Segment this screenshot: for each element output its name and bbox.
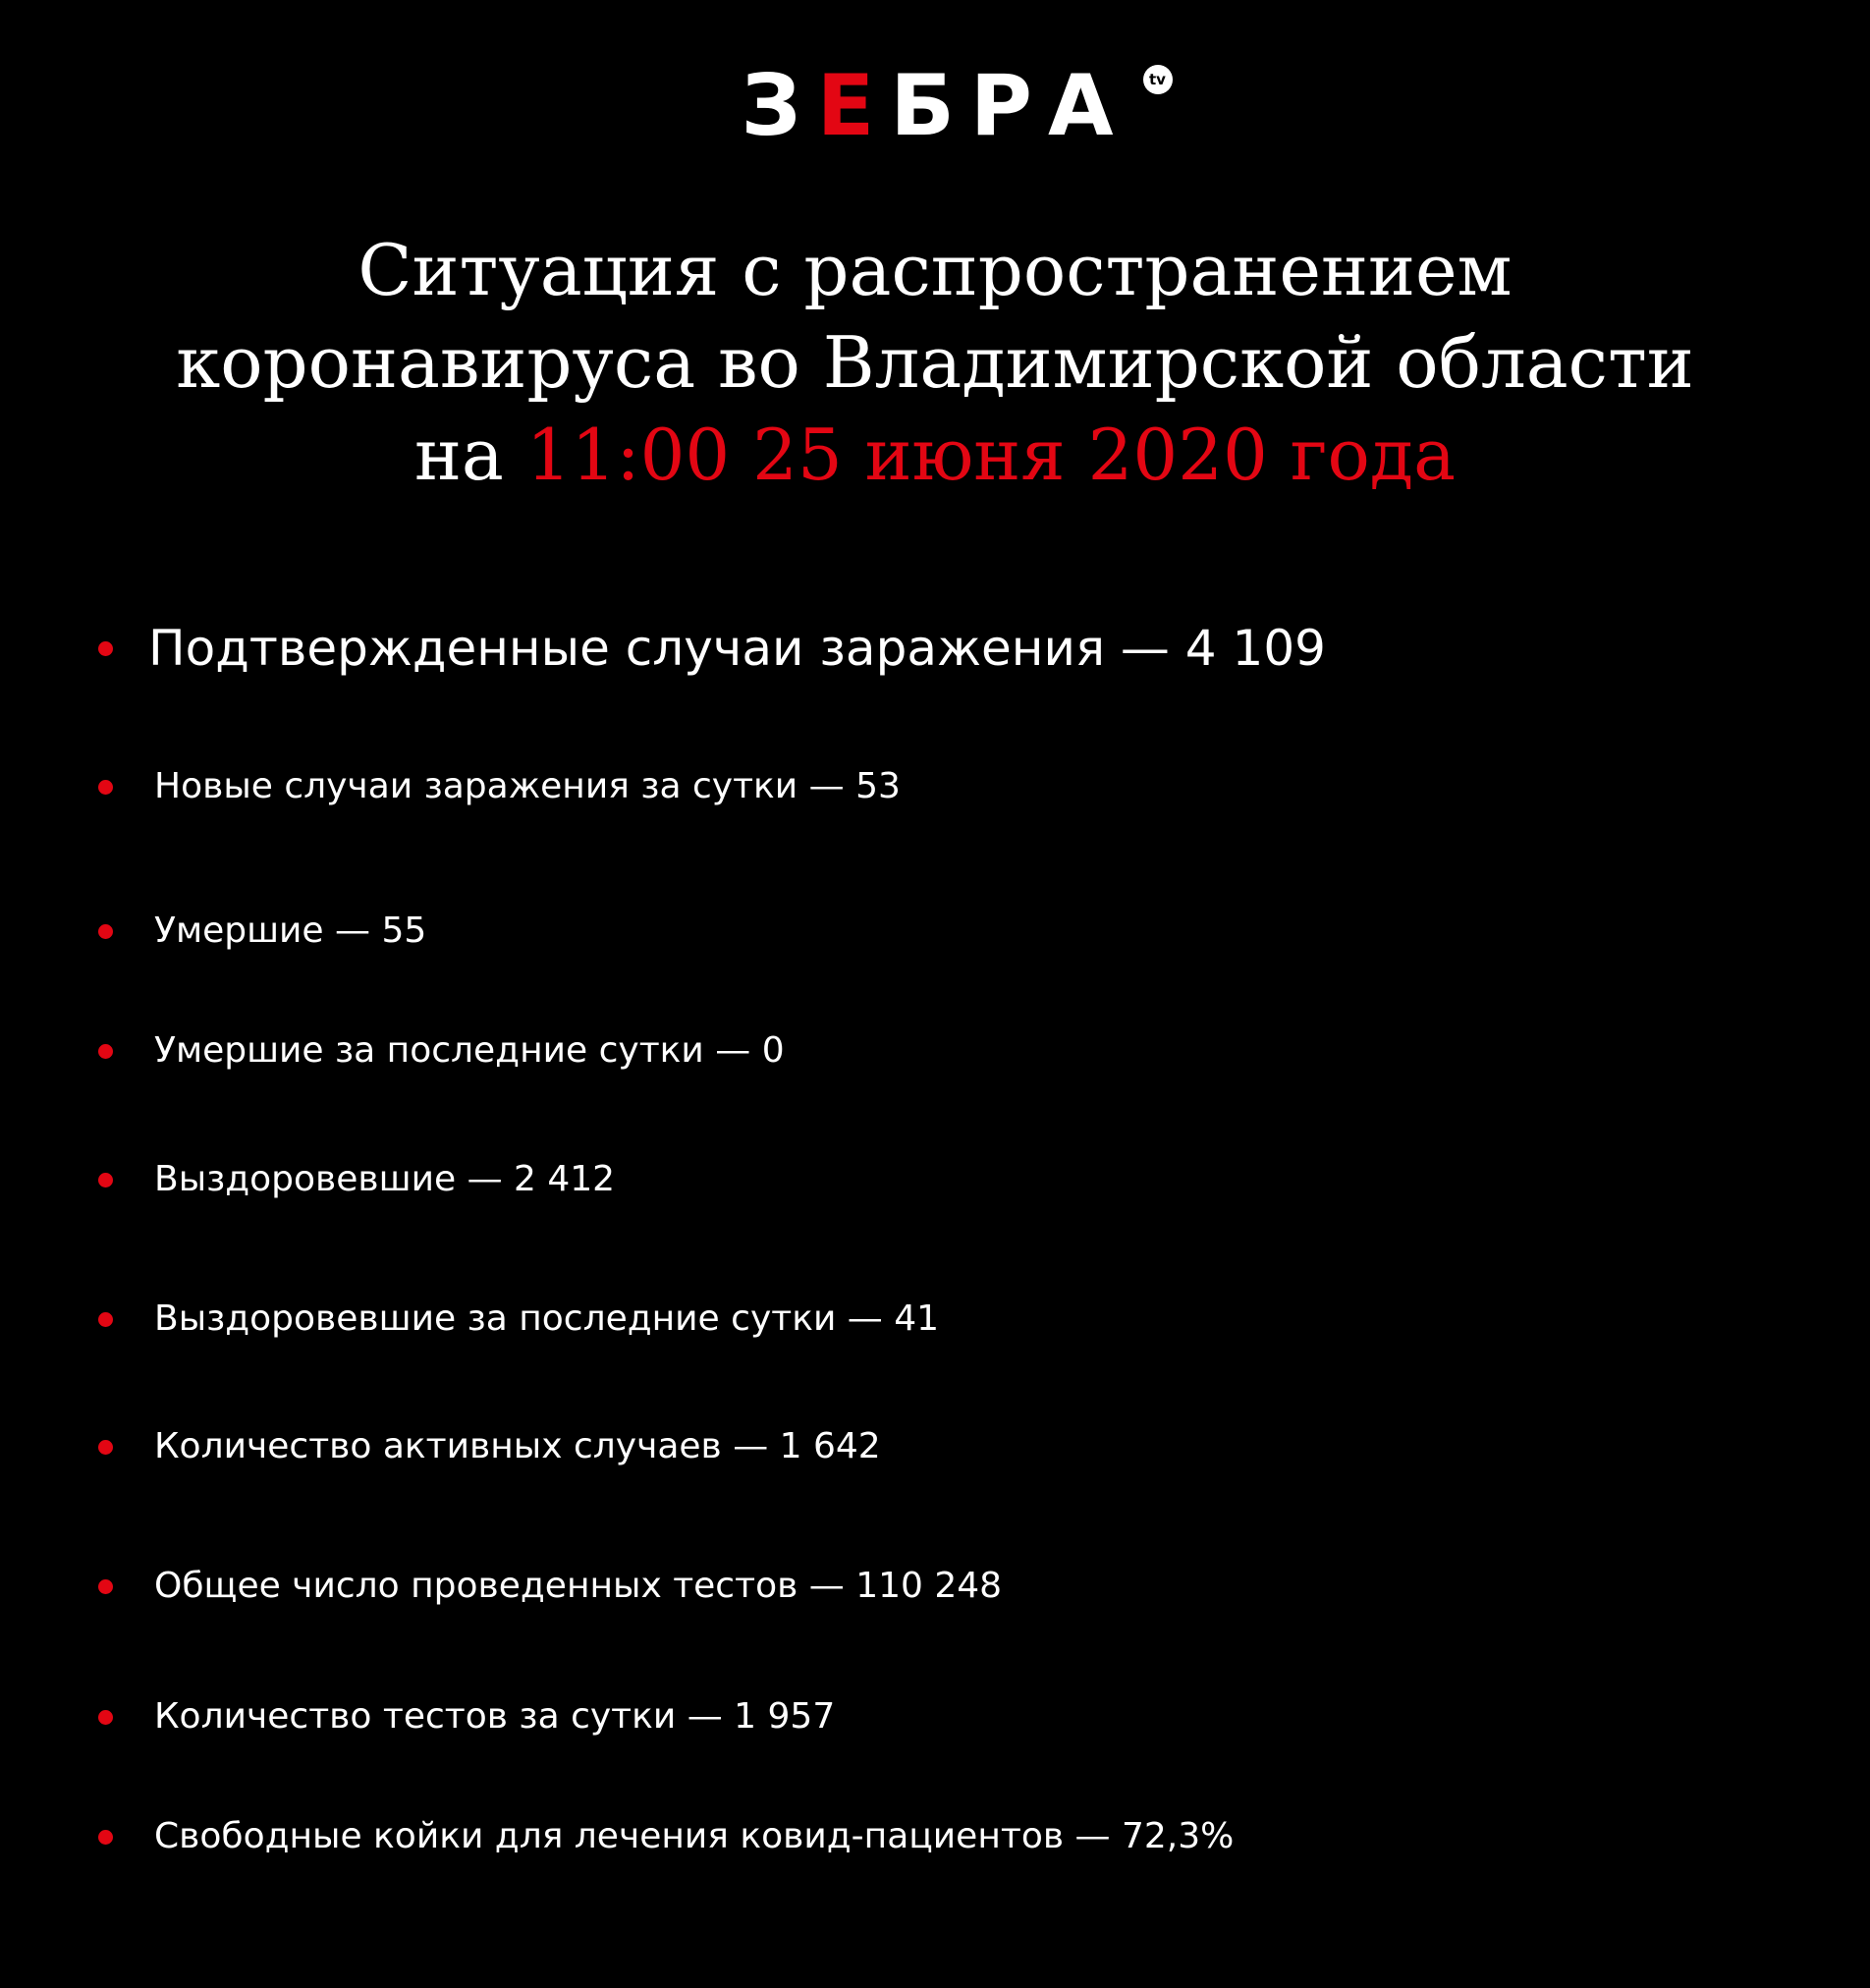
stat-recovered-day — [98, 1295, 939, 1344]
stat-tests-day — [98, 1692, 835, 1741]
stat-text: Свободные койки для лечения ковид-пациентов — 72,3% — [154, 1816, 1235, 1856]
logo-letter-accent: Е — [816, 57, 891, 155]
bullet-dot — [98, 1579, 113, 1594]
stat-text: Умершие за последние сутки — 0 — [154, 1030, 785, 1071]
stat-active-cases — [98, 1422, 881, 1471]
stat-confirmed-cases — [98, 617, 1326, 680]
stat-recovered — [98, 1155, 615, 1204]
stat-text: Выздоровевшие за последние сутки — 41 — [154, 1298, 940, 1339]
bullet-dot — [98, 1044, 113, 1059]
headline-prefix: на — [413, 414, 504, 496]
headline — [0, 224, 1870, 501]
headline-line-2: коронавируса во Владимирской области — [176, 321, 1694, 404]
bullet-dot — [98, 1440, 113, 1455]
stat-total-tests — [98, 1562, 1002, 1611]
stat-new-cases-day — [98, 762, 901, 811]
stat-text: Новые случаи заражения за сутки — 53 — [154, 766, 901, 806]
bullet-dot — [98, 1830, 113, 1845]
stat-free-beds — [98, 1812, 1234, 1861]
logo-letter-post: БРА — [890, 57, 1129, 155]
bullet-dot — [98, 1173, 113, 1187]
stat-text: Количество активных случаев — 1 642 — [154, 1426, 881, 1466]
headline-line-1: Ситуация с распространением — [358, 229, 1512, 311]
bullet-dot — [98, 1312, 113, 1327]
bullet-dot — [98, 1710, 113, 1725]
stat-text: Умершие — 55 — [154, 911, 427, 951]
logo-tv-badge: tv — [1143, 65, 1173, 94]
logo-letter-pre: З — [741, 57, 817, 155]
bullet-dot — [98, 924, 113, 939]
stat-text: Выздоровевшие — 2 412 — [154, 1159, 616, 1199]
stat-text: Подтвержденные случаи заражения — 4 109 — [148, 620, 1326, 677]
logo-wordmark — [741, 57, 1166, 155]
bullet-dot — [98, 780, 113, 795]
headline-date: 11:00 25 июня 2020 года — [525, 414, 1457, 496]
stat-text: Количество тестов за сутки — 1 957 — [154, 1696, 836, 1737]
stat-deaths — [98, 907, 426, 956]
stat-deaths-day — [98, 1026, 785, 1076]
logo — [0, 57, 1870, 155]
stat-text: Общее число проведенных тестов — 110 248 — [154, 1566, 1003, 1606]
bullet-dot — [98, 641, 113, 656]
